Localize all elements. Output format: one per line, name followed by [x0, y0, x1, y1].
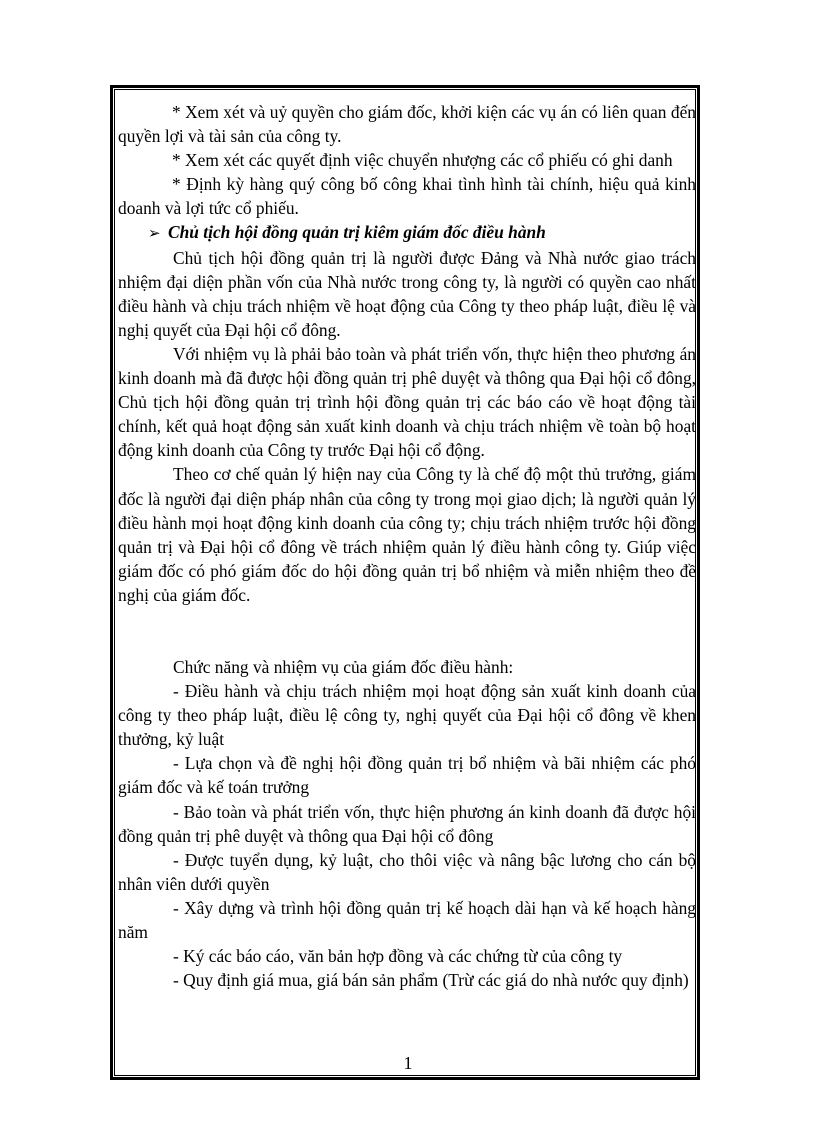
paragraph-authorize-lawsuits: * Xem xét và uỷ quyền cho giám đốc, khởi kiện các vụ án có liên quan đến quyền lợi và tài sản của công ty. [118, 102, 696, 147]
arrow-bullet-icon: ➢ [148, 224, 161, 243]
spacer [118, 607, 696, 655]
duty-item: - Quy định giá mua, giá bán sản phẩm (Trừ các giá do nhà nước quy định) [173, 970, 689, 991]
page-number: 1 [403, 1053, 413, 1073]
section-heading-title: Chủ tịch hội đồng quản trị kiêm giám đốc điều hành [168, 222, 546, 243]
duty-item: - Ký các báo cáo, văn bản hợp đồng và các chứng từ của công ty [173, 946, 623, 967]
paragraph-quarterly-disclosure: * Định kỳ hàng quý công bố công khai tình hình tài chính, hiệu quả kinh doanh và lợi tức cổ phiếu. [118, 174, 696, 219]
document-body [118, 100, 696, 992]
duty-item: - Xây dựng và trình hội đồng quản trị kế hoạch dài hạn và kế hoạch hàng năm [118, 897, 696, 942]
duty-item: - Bảo toàn và phát triển vốn, thực hiện phương án kinh doanh đã được hội đồng quản trị phê duyệt và thông qua Đại hội cổ đông [118, 801, 696, 846]
section-heading [118, 220, 696, 245]
duty-item: - Được tuyển dụng, kỷ luật, cho thôi việc và nâng bậc lương cho cán bộ nhân viên dưới quyền [118, 849, 696, 894]
paragraph-share-transfer: * Xem xét các quyết định việc chuyển nhượng các cổ phiếu có ghi danh [172, 150, 673, 171]
duty-item: - Điều hành và chịu trách nhiệm mọi hoạt động sản xuất kinh doanh của công ty theo pháp luật, điều lệ công ty, nghị quyết của Đại hội cổ đông về khen thưởng, kỷ luật [118, 681, 696, 750]
paragraph-capital-duty: Với nhiệm vụ là phải bảo toàn và phát triển vốn, thực hiện theo phương án kinh doanh mà đã được hội đồng quản trị phê duyệt và thông qua Đại hội cổ đông, Chủ tịch hội đồng quản trị trình hội đồng quản trị các báo cáo về hoạt động tài chính, kết quả hoạt động sản xuất kinh doanh và chịu trách nhiệm về toàn bộ hoạt động kinh doanh của Công ty trước Đại hội cổ động. [118, 343, 696, 461]
duty-item: - Lựa chọn và đề nghị hội đồng quản trị bổ nhiệm và bãi nhiệm các phó giám đốc và kế toán trưởng [118, 753, 696, 798]
duties-intro: Chức năng và nhiệm vụ của giám đốc điều hành: [173, 656, 514, 677]
paragraph-chairman-role: Chủ tịch hội đồng quản trị là người được Đảng và Nhà nước giao trách nhiệm đại diện phần vốn của Nhà nước trong công ty, là người có quyền cao nhất điều hành và chịu trách nhiệm về hoạt động của Công ty theo pháp luật, điều lệ và nghị quyết của Đại hội cổ đông. [118, 247, 696, 340]
paragraph-management-mechanism: Theo cơ chế quản lý hiện nay của Công ty là chế độ một thủ trưởng, giám đốc là người đại diện pháp nhân của công ty trong mọi giao dịch; là người quản lý điều hành mọi hoạt động kinh doanh của công ty; chịu trách nhiệm trước hội đồng quản trị và Đại hội cổ đông về trách nhiệm quản lý điều hành công ty. Giúp việc giám đốc có phó giám đốc do hội đồng quản trị bổ nhiệm và miễn nhiệm theo đề nghị của giám đốc. [118, 464, 696, 605]
